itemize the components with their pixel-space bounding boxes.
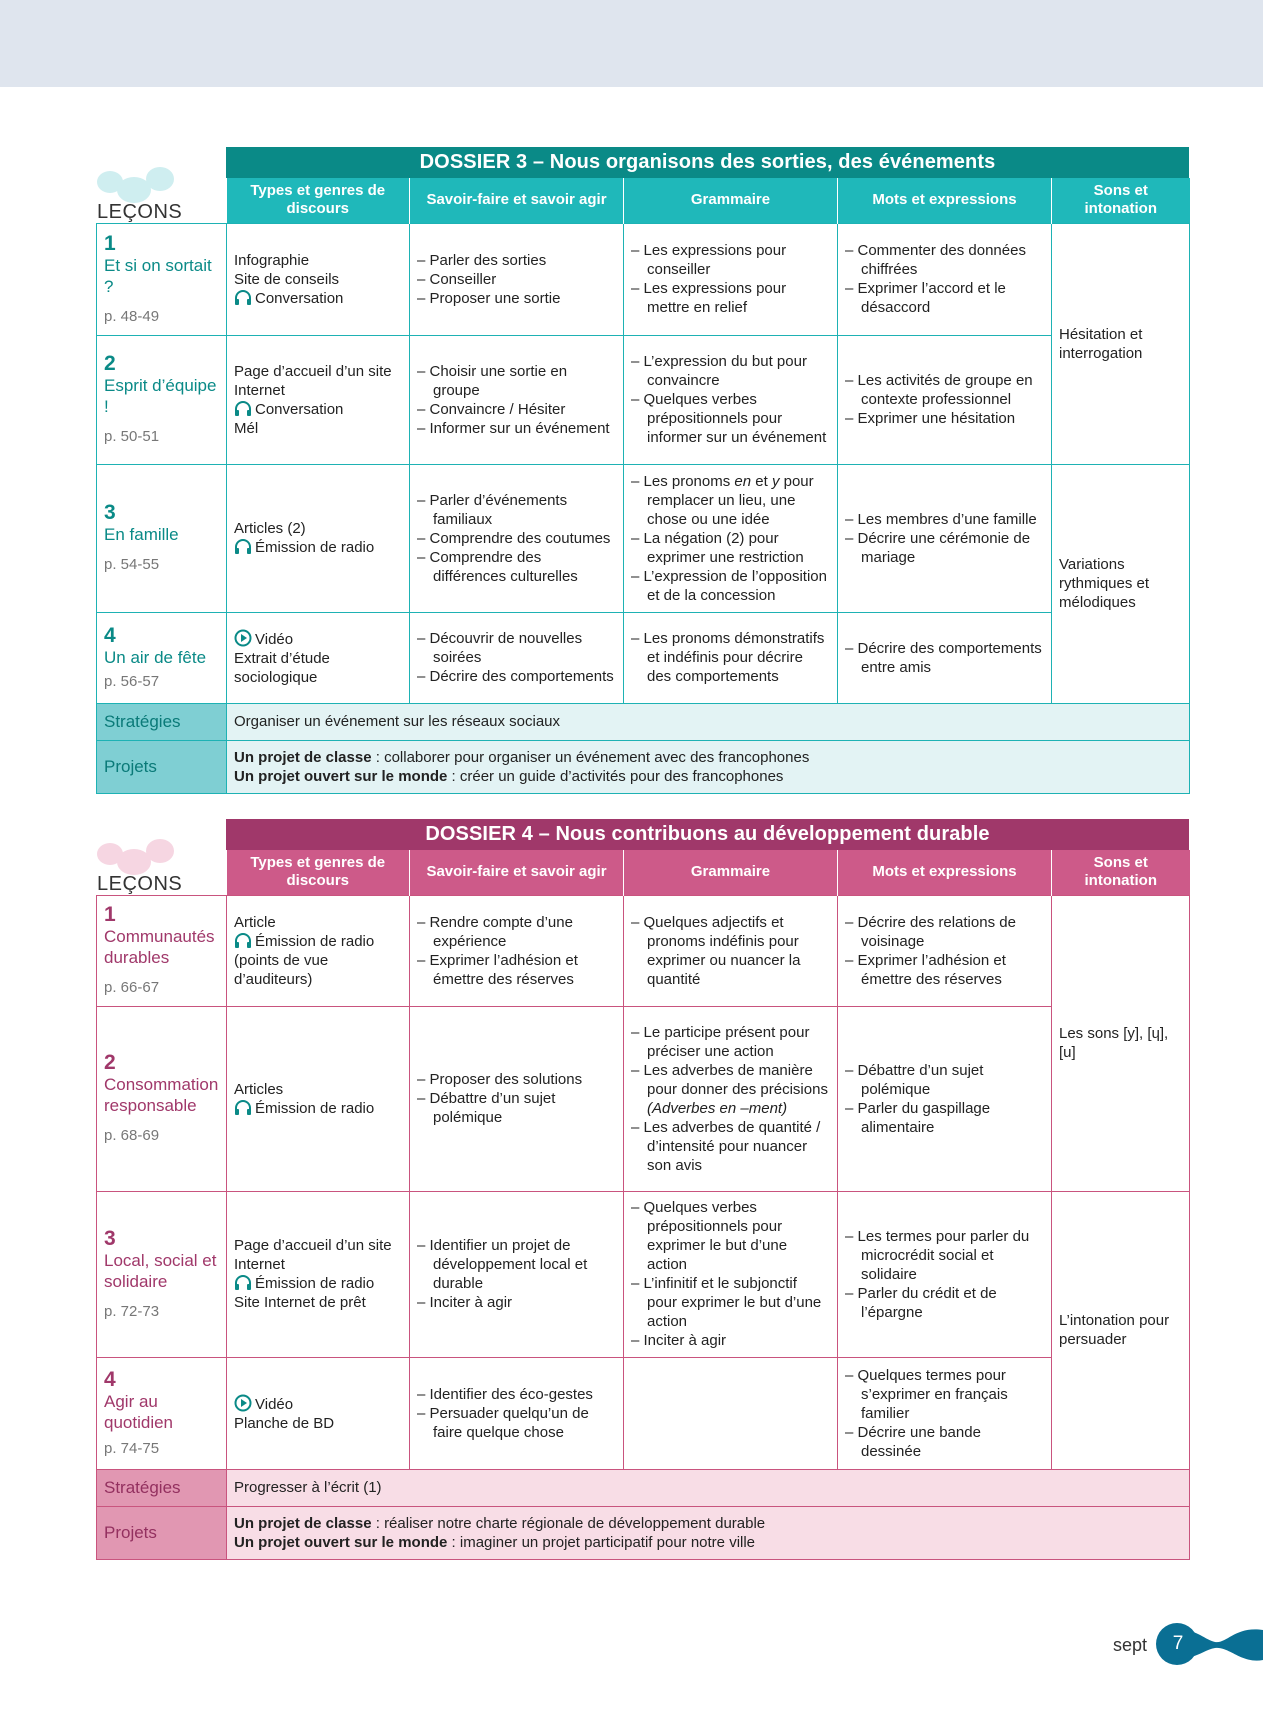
projets-label: Projets xyxy=(97,1506,227,1559)
lesson-number: 4 xyxy=(104,623,116,647)
mots-cell xyxy=(838,1191,1052,1357)
header-types: Types et genres de discours xyxy=(227,178,410,223)
types-cell xyxy=(227,612,410,703)
types-cell xyxy=(227,335,410,464)
list-item: – Choisir une sortie en groupe xyxy=(417,362,568,399)
header-sons: Sons et intonation xyxy=(1052,850,1190,895)
list-item: – Quelques verbes prépositionnels pour exprimer le but d’une action xyxy=(631,1199,788,1273)
lesson-title: En famille xyxy=(104,525,179,544)
savoir-cell xyxy=(410,612,624,703)
list-item: Conversation xyxy=(234,289,402,308)
lecons-label: LEÇONS xyxy=(97,201,183,223)
lesson-page: p. 54-55 xyxy=(104,556,160,573)
list-item: – Exprimer l’adhésion et émettre des réserves xyxy=(845,951,1006,988)
headphones-icon xyxy=(234,401,252,417)
list-item: – Les adverbes de quantité / d’intensité pour nuancer son avis xyxy=(631,1118,821,1174)
mots-cell xyxy=(838,1357,1052,1469)
list-item: Articles (2) xyxy=(234,520,306,537)
lesson-number: 4 xyxy=(104,1367,116,1391)
types-cell xyxy=(227,464,410,612)
grammaire-cell xyxy=(624,895,838,1006)
header-types: Types et genres de discours xyxy=(227,850,410,895)
list-item: – Décrire des comportements xyxy=(417,668,614,685)
table-row xyxy=(97,1191,1190,1357)
lesson-number: 1 xyxy=(104,231,116,255)
lesson-number: 2 xyxy=(104,352,116,375)
projets-row xyxy=(97,740,1190,793)
headphones-icon xyxy=(234,290,252,306)
list-item: Articles xyxy=(234,1080,284,1098)
strategies-row xyxy=(97,703,1190,740)
list-item: Extrait d’étude sociologique xyxy=(234,649,330,686)
headphones-icon xyxy=(234,933,252,949)
savoir-cell xyxy=(410,1191,624,1357)
lesson-page: p. 50-51 xyxy=(104,428,160,445)
play-icon xyxy=(234,1394,252,1412)
lesson-page: p. 66-67 xyxy=(104,979,160,996)
table-row xyxy=(97,464,1190,612)
strategies-text: Progresser à l’écrit (1) xyxy=(227,1469,1190,1506)
types-cell xyxy=(227,1006,410,1191)
list-item: – Exprimer une hésitation xyxy=(845,410,1016,427)
projet-monde: Un projet ouvert sur le monde : imaginer un projet participatif pour notre ville xyxy=(234,1533,756,1551)
types-cell xyxy=(227,1191,410,1357)
savoir-cell xyxy=(410,223,624,335)
lesson-number: 3 xyxy=(104,501,116,524)
types-cell xyxy=(227,1357,410,1469)
list-item: – Les adverbes de manière pour donner des précisions (Adverbes en –ment) xyxy=(631,1061,828,1117)
savoir-cell xyxy=(410,1006,624,1191)
projets-label: Projets xyxy=(97,740,227,793)
savoir-cell xyxy=(410,335,624,464)
lesson-title: Esprit d’équipe ! xyxy=(104,376,217,416)
savoir-cell xyxy=(410,895,624,1006)
projet-classe: Un projet de classe : collaborer pour organiser un événement avec des francophones xyxy=(234,748,810,766)
list-item: – Identifier des éco-gestes xyxy=(417,1385,593,1403)
types-cell xyxy=(227,895,410,1006)
list-item: Vidéo xyxy=(234,629,402,649)
headphones-icon xyxy=(234,1100,252,1116)
lesson-number: 1 xyxy=(104,903,116,926)
list-item: – Rendre compte d’une expérience xyxy=(417,913,573,950)
dossier-title: DOSSIER 4 – Nous contribuons au développement durable xyxy=(226,819,1189,850)
list-item: Conversation xyxy=(234,400,402,419)
strategies-text: Organiser un événement sur les réseaux sociaux xyxy=(227,703,1190,740)
sons-cell: Les sons [y], [ɥ], [u] xyxy=(1052,895,1190,1191)
list-item: – L’expression du but pour convaincre xyxy=(631,353,807,389)
lesson-title: Consommation responsable xyxy=(104,1075,219,1115)
mots-cell xyxy=(838,464,1052,612)
list-item: – Exprimer l’adhésion et émettre des réserves xyxy=(417,951,578,988)
list-item: – Comprendre des différences culturelles xyxy=(417,548,578,585)
list-item: – Les pronoms en et y pour remplacer un lieu, une chose ou une idée xyxy=(631,472,814,528)
table-row xyxy=(97,1006,1190,1191)
lesson-page: p. 74-75 xyxy=(104,1439,160,1457)
header-grammaire: Grammaire xyxy=(624,850,838,895)
lesson-title: Agir au quotidien xyxy=(104,1391,174,1432)
header-mots: Mots et expressions xyxy=(838,178,1052,223)
sons-cell: L’intonation pour persuader xyxy=(1052,1191,1190,1469)
lesson-cell xyxy=(97,1006,227,1191)
headphones-icon xyxy=(234,1275,252,1291)
list-item: – Quelques termes pour s’exprimer en français familier xyxy=(845,1366,1008,1422)
list-item: – Inciter à agir xyxy=(417,1294,513,1311)
savoir-cell xyxy=(410,1357,624,1469)
list-item: – Persuader quelqu’un de faire quelque chose xyxy=(417,1404,589,1441)
lesson-title: Un air de fête xyxy=(104,647,207,667)
grammaire-cell xyxy=(624,1006,838,1191)
header-savoir: Savoir-faire et savoir agir xyxy=(410,850,624,895)
list-item: – Parler des sorties xyxy=(417,251,547,269)
projets-text xyxy=(227,740,1190,793)
lesson-cell xyxy=(97,1191,227,1357)
list-item: – Décrire des comportements entre amis xyxy=(845,639,1042,676)
lesson-cell xyxy=(97,335,227,464)
projet-classe: Un projet de classe : réaliser notre charte régionale de développement durable xyxy=(234,1514,766,1532)
lesson-cell xyxy=(97,223,227,335)
lesson-cell xyxy=(97,895,227,1006)
lesson-cell xyxy=(97,612,227,703)
list-item: – Identifier un projet de développement local et durable xyxy=(417,1237,588,1292)
list-item: – Débattre d’un sujet polémique xyxy=(845,1061,984,1098)
lesson-title: Et si on sortait ? xyxy=(104,255,212,296)
sons-cell: Hésitation et interrogation xyxy=(1052,223,1190,464)
strategies-label: Stratégies xyxy=(97,1469,227,1506)
projets-row xyxy=(97,1506,1190,1559)
list-item: – L’expression de l’opposition et de la concession xyxy=(631,567,827,604)
strategies-label: Stratégies xyxy=(97,703,227,740)
header-mots: Mots et expressions xyxy=(838,850,1052,895)
header-sons: Sons et intonation xyxy=(1052,178,1190,223)
grammaire-cell xyxy=(624,1357,838,1469)
list-item: Émission de radio xyxy=(234,1099,402,1118)
mots-cell xyxy=(838,1006,1052,1191)
list-item: Planche de BD xyxy=(234,1414,335,1432)
list-item: – Conseiller xyxy=(417,270,497,288)
mots-cell xyxy=(838,223,1052,335)
table-row xyxy=(97,1357,1190,1469)
dossier-title: DOSSIER 3 – Nous organisons des sorties, des événements xyxy=(226,147,1189,178)
list-item: – Débattre d’un sujet polémique xyxy=(417,1090,556,1126)
list-item: – Décrire une cérémonie de mariage xyxy=(845,529,1031,566)
grammaire-cell xyxy=(624,335,838,464)
lesson-cell xyxy=(97,464,227,612)
list-item: – Exprimer l’accord et le désaccord xyxy=(845,280,1006,316)
play-icon xyxy=(234,629,252,647)
list-item: – Commenter des données chiffrées xyxy=(845,242,1026,278)
list-item: – Le participe présent pour préciser une action xyxy=(631,1023,810,1060)
list-item: – Découvrir de nouvelles soirées xyxy=(417,630,583,666)
sons-cell: Variations rythmiques et mélodiques xyxy=(1052,464,1190,703)
mots-cell xyxy=(838,335,1052,464)
grammaire-cell xyxy=(624,464,838,612)
mots-cell xyxy=(838,612,1052,703)
list-item: Vidéo xyxy=(234,1394,402,1414)
lesson-number: 3 xyxy=(104,1226,116,1250)
top-band xyxy=(0,0,1263,87)
list-item: – Informer sur un événement xyxy=(417,419,610,437)
list-item: – Les termes pour parler du microcrédit social et solidaire xyxy=(845,1227,1030,1283)
list-item: – Les expressions pour mettre en relief xyxy=(631,280,787,316)
list-item: Émission de radio xyxy=(234,538,402,557)
list-item: Mél xyxy=(234,419,259,437)
grammaire-cell xyxy=(624,223,838,335)
page-number: 7 xyxy=(1172,1633,1184,1654)
list-item: – Les expressions pour conseiller xyxy=(631,242,787,278)
list-item: – Les membres d’une famille xyxy=(845,510,1037,528)
list-item: Émission de radio xyxy=(234,1274,402,1293)
list-item: – Quelques adjectifs et pronoms indéfinis pour exprimer ou nuancer la quantité xyxy=(631,913,801,988)
list-item: – Convaincre / Hésiter xyxy=(417,400,566,418)
list-item: Page d’accueil d’un site Internet xyxy=(234,1237,392,1273)
lesson-title: Communautés durables xyxy=(104,927,215,967)
header-grammaire: Grammaire xyxy=(624,178,838,223)
savoir-cell xyxy=(410,464,624,612)
list-item: – Quelques verbes prépositionnels pour informer sur un événement xyxy=(631,391,827,446)
lesson-page: p. 56-57 xyxy=(104,672,160,690)
lesson-title: Local, social et solidaire xyxy=(104,1250,217,1291)
headphones-icon xyxy=(234,539,252,555)
grammaire-cell xyxy=(624,1191,838,1357)
dossier-table xyxy=(96,850,1190,1560)
list-item: Infographie xyxy=(234,251,310,269)
table-row xyxy=(97,335,1190,464)
list-item: – La négation (2) pour exprimer une restriction xyxy=(631,529,804,566)
table-row xyxy=(97,895,1190,1006)
list-item: – Inciter à agir xyxy=(631,1332,727,1349)
lesson-page: p. 68-69 xyxy=(104,1127,160,1144)
lesson-cell xyxy=(97,1357,227,1469)
list-item: – Les activités de groupe en contexte professionnel xyxy=(845,372,1033,408)
list-item: – Parler du gaspillage alimentaire xyxy=(845,1099,991,1136)
list-item: Émission de radio (points de vue d’auditeurs) xyxy=(234,932,375,988)
mots-cell xyxy=(838,895,1052,1006)
strategies-row xyxy=(97,1469,1190,1506)
lesson-number: 2 xyxy=(104,1051,116,1074)
types-cell xyxy=(227,223,410,335)
list-item: – Les pronoms démonstratifs et indéfinis pour décrire des comportements xyxy=(631,630,825,685)
list-item: Site Internet de prêt xyxy=(234,1294,366,1311)
list-item: – L’infinitif et le subjonctif pour exprimer le but d’une action xyxy=(631,1275,822,1330)
list-item: – Proposer une sortie xyxy=(417,289,561,307)
list-item: – Décrire des relations de voisinage xyxy=(845,913,1016,950)
list-item: Page d’accueil d’un site Internet xyxy=(234,362,392,399)
dossier-table xyxy=(96,178,1190,794)
list-item: – Comprendre des coutumes xyxy=(417,529,611,547)
table-row xyxy=(97,612,1190,703)
projets-text xyxy=(227,1506,1190,1559)
lesson-page: p. 48-49 xyxy=(104,307,160,325)
list-item: – Parler d’événements familiaux xyxy=(417,491,568,528)
list-item: – Décrire une bande dessinée xyxy=(845,1423,981,1460)
table-row xyxy=(97,223,1190,335)
grammaire-cell xyxy=(624,612,838,703)
list-item: Article xyxy=(234,913,276,931)
lesson-page: p. 72-73 xyxy=(104,1302,160,1320)
list-item: – Parler du crédit et de l’épargne xyxy=(845,1284,997,1321)
list-item: Site de conseils xyxy=(234,270,340,288)
lecons-label: LEÇONS xyxy=(97,873,183,895)
page-word: sept xyxy=(1113,1635,1148,1655)
header-savoir: Savoir-faire et savoir agir xyxy=(410,178,624,223)
list-item: – Proposer des solutions xyxy=(417,1071,583,1088)
projet-monde: Un projet ouvert sur le monde : créer un guide d’activités pour des francophones xyxy=(234,767,784,785)
